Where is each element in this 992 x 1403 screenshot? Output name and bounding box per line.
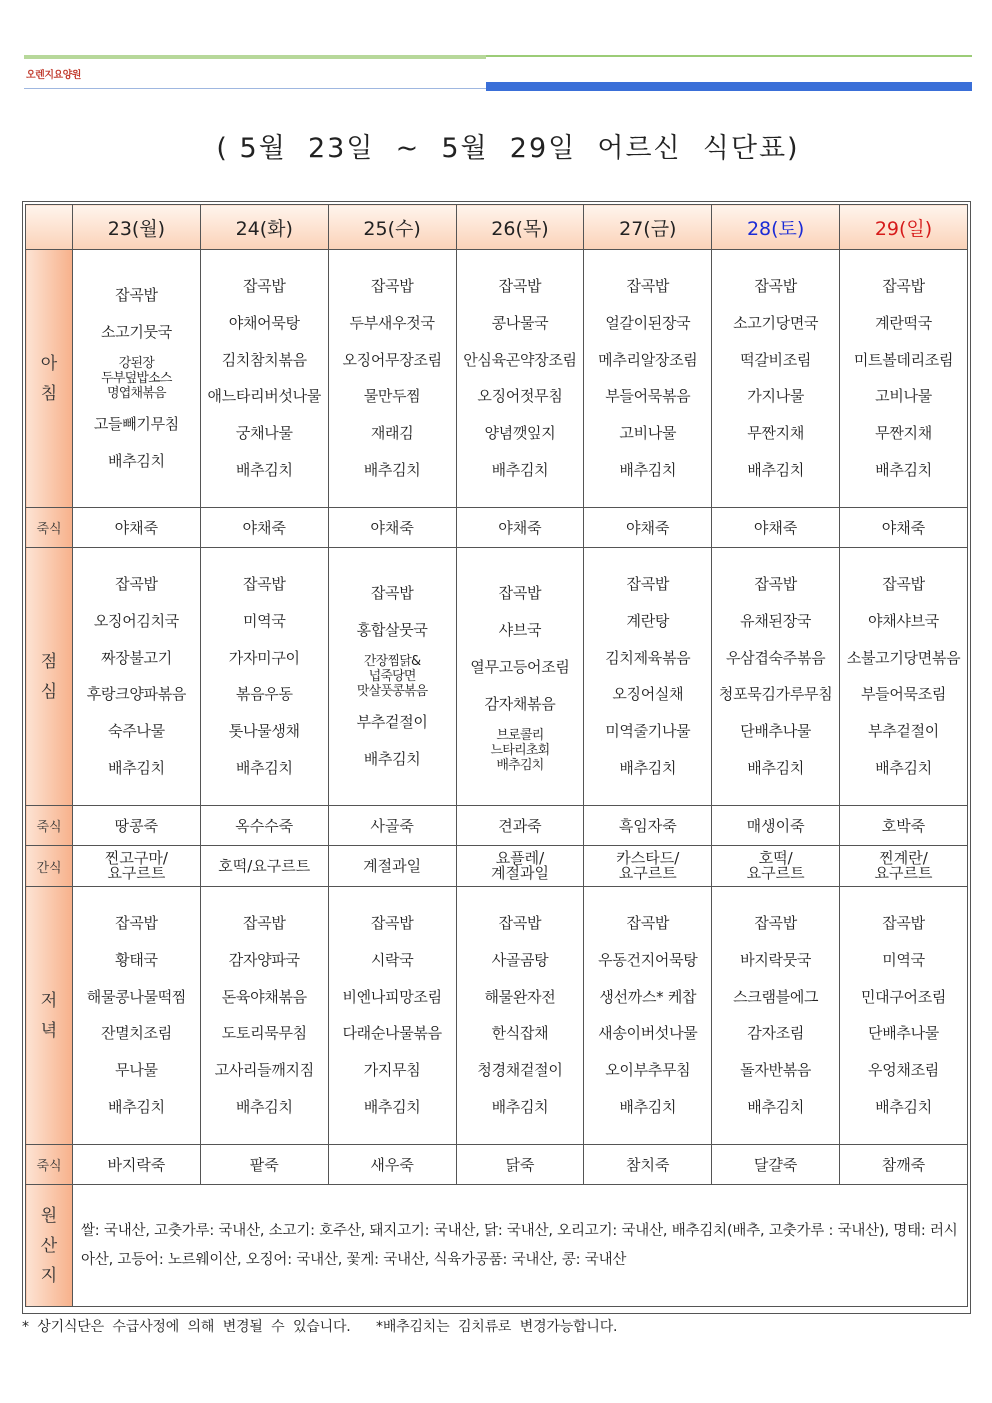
menu-item: 오이부추무침 [605,1061,691,1080]
day-header: 25(수) [328,205,456,250]
header-row [26,205,968,250]
breakfast-menu-cell [840,250,968,508]
menu-item: 단배추나물 [740,722,812,741]
menu-list [584,268,711,489]
menu-item: 두부새우젓국 [349,313,435,332]
header-green-line [486,55,972,57]
menu-item: 무짠지채 [747,424,805,443]
menu-item: 배추김치 [491,1097,549,1116]
menu-item: 감자채볶음 [484,694,556,713]
row-label-porridge1: 죽식 [26,508,73,548]
dinner-menu-cell [584,887,712,1145]
menu-item: 오징어무장조림 [342,350,442,369]
menu-item: 부들어묵볶음 [605,387,691,406]
menu-item: 톳나물생채 [228,722,300,741]
menu-item: 우동건지어묵탕 [598,950,698,969]
menu-item: 얼갈이된장국 [605,313,691,332]
menu-item: 돈육야채볶음 [221,987,307,1006]
menu-list [73,277,200,479]
menu-item: 감자조림 [747,1024,805,1043]
porridge_lunch-cell: 땅콩죽 [73,806,201,846]
header-green-bar [24,55,486,59]
menu-item: 우엉채조림 [868,1061,939,1080]
menu-list [457,575,584,777]
menu-item: 배추김치 [619,758,677,777]
menu-item: 황태국 [115,950,158,969]
menu-item: 간장찜닭& 넙죽당면 맛살풋콩볶음 [356,654,428,699]
menu-item: 소불고기당면볶음 [846,648,961,667]
breakfast-menu-cell [73,250,201,508]
porridge_morning-cell: 야채죽 [584,508,712,548]
dinner-menu-cell [328,887,456,1145]
row-label-snack: 간식 [26,846,73,887]
menu-item: 잡곡밥 [115,914,158,932]
menu-item: 배추김치 [108,1097,165,1116]
lunch-menu-cell [73,548,201,806]
menu-item: 잡곡밥 [370,277,414,295]
menu-item: 다래순나물볶음 [342,1024,442,1043]
menu-item: 계란떡국 [875,313,932,332]
menu-item: 홍합살뭇국 [356,621,428,639]
menu-item: 잡곡밥 [626,914,670,932]
dinner-menu-cell [456,887,584,1145]
dinner-menu-cell [200,887,328,1145]
menu-item: 떡갈비조림 [740,350,812,369]
day-header: 23(월) [73,205,201,250]
menu-item: 배추김치 [747,758,805,777]
snack-cell: 찐계란/ 요구르트 [840,846,968,887]
menu-list [584,905,711,1126]
porridge_dinner-row [26,1145,968,1185]
menu-item: 계란탕 [626,611,670,630]
menu-item: 부추겉절이 [356,712,428,731]
porridge_morning-cell: 야채죽 [456,508,584,548]
facility-logo: 오렌지요양원 [26,70,81,81]
menu-item: 비엔나피망조림 [342,987,442,1006]
menu-item: 고사리들깨지짐 [214,1061,314,1080]
menu-item: 후랑크양파볶음 [86,685,187,704]
menu-item: 잡곡밥 [242,914,286,932]
snack-row [26,846,968,887]
porridge_dinner-cell: 참깨죽 [840,1145,968,1185]
page-title: ( 5월 23일 ~ 5월 29일 어르신 식단표) [216,133,800,164]
menu-item: 잡곡밥 [498,277,542,295]
menu-item: 바지락뭇국 [740,950,812,969]
menu-list [329,575,456,777]
snack-cell: 찐고구마/ 요구르트 [73,846,201,887]
menu-item: 잔멸치조림 [100,1024,172,1043]
menu-item: 강된장 두부덮밥소스 명엽채볶음 [101,356,172,401]
porridge_dinner-cell: 닭죽 [456,1145,584,1185]
snack-cell: 계절과일 [328,846,456,887]
menu-item: 배추김치 [875,1097,932,1116]
menu-item: 잡곡밥 [242,575,286,593]
menu-item: 돌자반볶음 [740,1061,812,1080]
menu-item: 배추김치 [875,460,932,479]
menu-item: 메추리알장조림 [598,350,698,369]
menu-item: 배추김치 [108,451,165,470]
menu-item: 부들어묵조림 [860,685,947,704]
menu-item: 잡곡밥 [626,575,670,593]
porridge_lunch-cell: 견과죽 [456,806,584,846]
menu-item: 잡곡밥 [754,277,797,295]
menu-item: 우삼겹숙주볶음 [725,648,826,667]
menu-item: 배추김치 [747,1097,805,1116]
lunch-menu-cell [712,548,840,806]
day-header: 29(일) [840,205,968,250]
header-blue-bar [486,82,972,91]
menu-item: 잡곡밥 [370,584,414,603]
lunch-menu-cell [840,548,968,806]
menu-item: 오징어실채 [612,685,684,704]
menu-item: 가지무침 [363,1061,421,1080]
porridge_lunch-cell: 흑임자죽 [584,806,712,846]
menu-item: 미역국 [882,950,925,969]
menu-item: 잡곡밥 [498,914,542,932]
menu-item: 배추김치 [619,460,677,479]
breakfast-row [26,250,968,508]
menu-item: 오징어젓무침 [477,387,563,406]
menu-item: 무나물 [115,1061,158,1080]
porridge_morning-cell: 야채죽 [328,508,456,548]
menu-item: 잡곡밥 [242,277,286,295]
menu-item: 오징어김치국 [93,611,179,630]
row-label-porridge2: 죽식 [26,806,73,846]
menu-item: 양념깻잎지 [484,424,556,443]
porridge_lunch-cell: 사골죽 [328,806,456,846]
menu-item: 청포묵김가루무침 [718,685,833,704]
menu-item: 배추김치 [363,1097,421,1116]
menu-item: 콩나물국 [491,313,549,332]
menu-item: 김치제육볶음 [605,648,691,667]
menu-item: 배추김치 [108,758,165,777]
menu-list [840,268,967,489]
day-header: 28(토) [712,205,840,250]
menu-item: 가지나물 [747,387,805,406]
menu-list [329,905,456,1126]
menu-item: 잡곡밥 [498,584,542,603]
menu-list [201,268,328,489]
porridge_lunch-cell: 매생이죽 [712,806,840,846]
menu-item: 배추김치 [235,460,293,479]
menu-list [712,268,839,489]
menu-list [73,905,200,1126]
breakfast-menu-cell [712,250,840,508]
menu-item: 잡곡밥 [754,914,797,932]
day-header: 24(화) [200,205,328,250]
menu-item: 안심육곤약장조림 [463,350,577,369]
menu-item: 한식잡채 [491,1024,549,1043]
menu-list [457,905,584,1126]
menu-item: 미역줄기나물 [605,722,691,741]
menu-item: 미역국 [242,611,286,630]
menu-item: 볶음우동 [235,685,293,704]
lunch-menu-cell [584,548,712,806]
dinner-row [26,887,968,1145]
menu-item: 고비나물 [875,387,932,406]
row-label-porridge3: 죽식 [26,1145,73,1185]
menu-item: 부추겉절이 [868,722,939,741]
porridge_morning-cell: 야채죽 [840,508,968,548]
porridge_dinner-cell: 팥죽 [200,1145,328,1185]
menu-item: 민대구어조림 [860,987,947,1006]
porridge_morning-cell: 야채죽 [73,508,201,548]
menu-item: 배추김치 [619,1097,677,1116]
menu-item: 애느타리버섯나물 [207,387,322,406]
porridge_dinner-cell: 참치죽 [584,1145,712,1185]
menu-item: 사골곰탕 [491,950,549,969]
breakfast-menu-cell [200,250,328,508]
menu-item: 시락국 [370,950,414,969]
menu-list [840,905,967,1126]
menu-list [584,566,711,787]
header-divider [24,88,486,89]
menu-list [712,905,839,1126]
menu-item: 배추김치 [363,460,421,479]
menu-item: 배추김치 [235,758,293,777]
dinner-menu-cell [712,887,840,1145]
lunch-menu-cell [456,548,584,806]
menu-item: 소고기당면국 [733,313,819,332]
menu-item: 잡곡밥 [115,575,158,593]
snack-cell: 요플레/ 계절과일 [456,846,584,887]
menu-item: 잡곡밥 [370,914,414,932]
corner-cell [26,205,73,250]
porridge_dinner-cell: 바지락죽 [73,1145,201,1185]
menu-list [840,566,967,787]
menu-item: 잡곡밥 [882,914,925,932]
menu-item: 배추김치 [747,460,805,479]
menu-list [457,268,584,489]
menu-item: 단배추나물 [868,1024,939,1043]
snack-cell: 호떡/ 요구르트 [712,846,840,887]
menu-item: 브로콜리 느타리초회 배추김치 [490,727,550,773]
dinner-menu-cell [73,887,201,1145]
menu-item: 잡곡밥 [882,277,925,295]
porridge_lunch-cell: 옥수수죽 [200,806,328,846]
row-label-lunch: 점 심 [26,548,73,806]
menu-item: 배추김치 [491,460,549,479]
porridge_lunch-row [26,806,968,846]
menu-item: 해물콩나물떡찜 [86,987,187,1006]
menu-item: 소고기뭇국 [100,323,172,341]
meal-table [25,204,968,1307]
menu-item: 야채샤브국 [868,611,939,630]
footnote: * 상기식단은 수급사정에 의해 변경될 수 있습니다. *배추김치는 김치류로 변경가능합니다. [22,1319,618,1335]
menu-item: 고들빼기무침 [93,414,179,433]
menu-item: 가자미구이 [228,648,300,667]
menu-item: 열무고등어조림 [470,657,570,676]
menu-item: 물만두찜 [363,387,421,406]
menu-item: 무짠지채 [875,424,932,443]
menu-item: 숙주나물 [108,722,165,741]
menu-item: 짜장불고기 [100,648,172,667]
menu-list [329,268,456,489]
menu-item: 유채된장국 [740,611,812,630]
menu-item: 도토리묵무침 [221,1024,307,1043]
porridge_dinner-cell: 새우죽 [328,1145,456,1185]
origin-row [26,1185,968,1307]
row-label-origin: 원 산 지 [26,1185,73,1307]
menu-item: 잡곡밥 [115,286,158,305]
snack-cell: 카스타드/ 요구르트 [584,846,712,887]
menu-item: 스크램블에그 [733,987,819,1006]
porridge_morning-cell: 야채죽 [200,508,328,548]
menu-item: 해물완자전 [484,987,556,1006]
row-label-breakfast: 아 침 [26,250,73,508]
menu-item: 궁채나물 [235,424,293,443]
menu-item: 야채어묵탕 [228,313,300,332]
menu-item: 감자양파국 [228,950,300,969]
menu-item: 잡곡밥 [754,575,797,593]
breakfast-menu-cell [456,250,584,508]
dinner-menu-cell [840,887,968,1145]
porridge_morning-row [26,508,968,548]
row-label-dinner: 저 녁 [26,887,73,1145]
breakfast-menu-cell [584,250,712,508]
menu-item: 재래김 [370,424,414,443]
menu-list [201,566,328,787]
lunch-menu-cell [328,548,456,806]
menu-item: 고비나물 [619,424,677,443]
menu-item: 잡곡밥 [882,575,925,593]
snack-cell: 호떡/요구르트 [200,846,328,887]
menu-item: 잡곡밥 [626,277,670,295]
menu-item: 새송이버섯나물 [598,1024,698,1043]
menu-item: 생선까스* 케찹 [599,987,697,1006]
menu-list [201,905,328,1126]
menu-item: 청경채겉절이 [477,1061,563,1080]
lunch-menu-cell [200,548,328,806]
menu-item: 배추김치 [875,758,932,777]
menu-list [73,566,200,787]
origin-text: 쌀: 국내산, 고춧가루: 국내산, 소고기: 호주산, 돼지고기: 국내산, 닭: 국내산, 오리고기: 국내산, 배추김치(배추, 고춧가루 : 국내산), 명태: 러시아산, 고등어: 노르웨이산, 오징어: 국내산, 꽃게: 국내산, 식육가공품: 국내산, 콩: 국내산 [73,1185,968,1307]
breakfast-menu-cell [328,250,456,508]
porridge_dinner-cell: 달걀죽 [712,1145,840,1185]
porridge_lunch-cell: 호박죽 [840,806,968,846]
day-header: 26(목) [456,205,584,250]
menu-item: 배추김치 [235,1097,293,1116]
menu-item: 배추김치 [363,749,421,768]
day-header: 27(금) [584,205,712,250]
lunch-row [26,548,968,806]
porridge_morning-cell: 야채죽 [712,508,840,548]
menu-item: 샤브국 [498,621,542,639]
menu-list [712,566,839,787]
menu-item: 김치참치볶음 [221,350,307,369]
menu-item: 미트볼데리조림 [853,350,954,369]
